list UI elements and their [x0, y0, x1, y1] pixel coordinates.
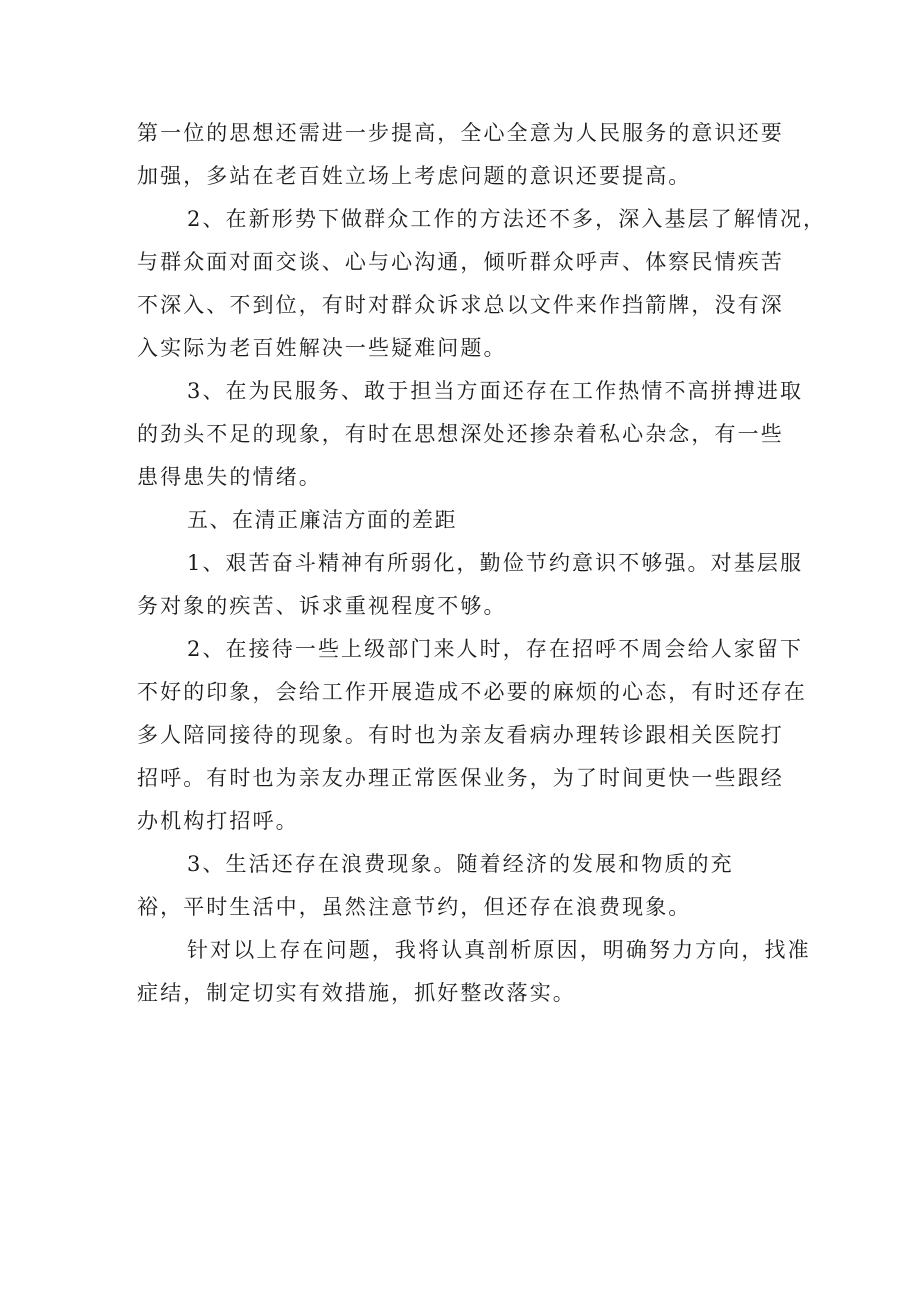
paragraph-line: 裕，平时生活中，虽然注意节约，但还存在浪费现象。	[137, 895, 692, 919]
paragraph-line: 针对以上存在问题，我将认真剖析原因，明确努力方向，找准	[187, 938, 811, 962]
paragraph-line: 办机构打招呼。	[137, 809, 299, 833]
paragraph-line: 3、在为民服务、敢于担当方面还存在工作热情不高拼搏进取	[187, 379, 804, 403]
paragraph-line: 与群众面对面交谈、心与心沟通，倾听群众呼声、体察民情疾苦	[137, 250, 784, 274]
paragraph-line: 不深入、不到位，有时对群众诉求总以文件来作挡箭牌，没有深	[137, 293, 784, 317]
paragraph-line: 多人陪同接待的现象。有时也为亲友看病办理转诊跟相关医院打	[137, 723, 784, 747]
paragraph-line: 3、生活还存在浪费现象。随着经济的发展和物质的充	[187, 852, 734, 876]
paragraph-line: 加强，多站在老百姓立场上考虑问题的意识还要提高。	[137, 164, 692, 188]
paragraph-line: 入实际为老百姓解决一些疑难问题。	[137, 336, 507, 360]
paragraph-line: 患得患失的情绪。	[137, 465, 322, 489]
paragraph-line: 不好的印象，会给工作开展造成不必要的麻烦的心态，有时还存在	[137, 680, 807, 704]
section-heading: 五、在清正廉洁方面的差距	[187, 508, 457, 532]
paragraph-line: 1、艰苦奋斗精神有所弱化，勤俭节约意识不够强。对基层服	[187, 551, 804, 575]
paragraph-line: 招呼。有时也为亲友办理正常医保业务，为了时间更快一些跟经	[137, 766, 784, 790]
paragraph-line: 第一位的思想还需进一步提高，全心全意为人民服务的意识还要	[137, 121, 784, 145]
paragraph-line: 务对象的疾苦、诉求重视程度不够。	[137, 594, 507, 618]
paragraph-line: 症结，制定切实有效措施，抓好整改落实。	[137, 981, 576, 1005]
paragraph-line: 2、在接待一些上级部门来人时，存在招呼不周会给人家留下	[187, 637, 804, 661]
paragraph-line: 2、在新形势下做群众工作的方法还不多，深入基层了解情况，	[187, 207, 827, 231]
paragraph-line: 的劲头不足的现象，有时在思想深处还掺杂着私心杂念，有一些	[137, 422, 784, 446]
